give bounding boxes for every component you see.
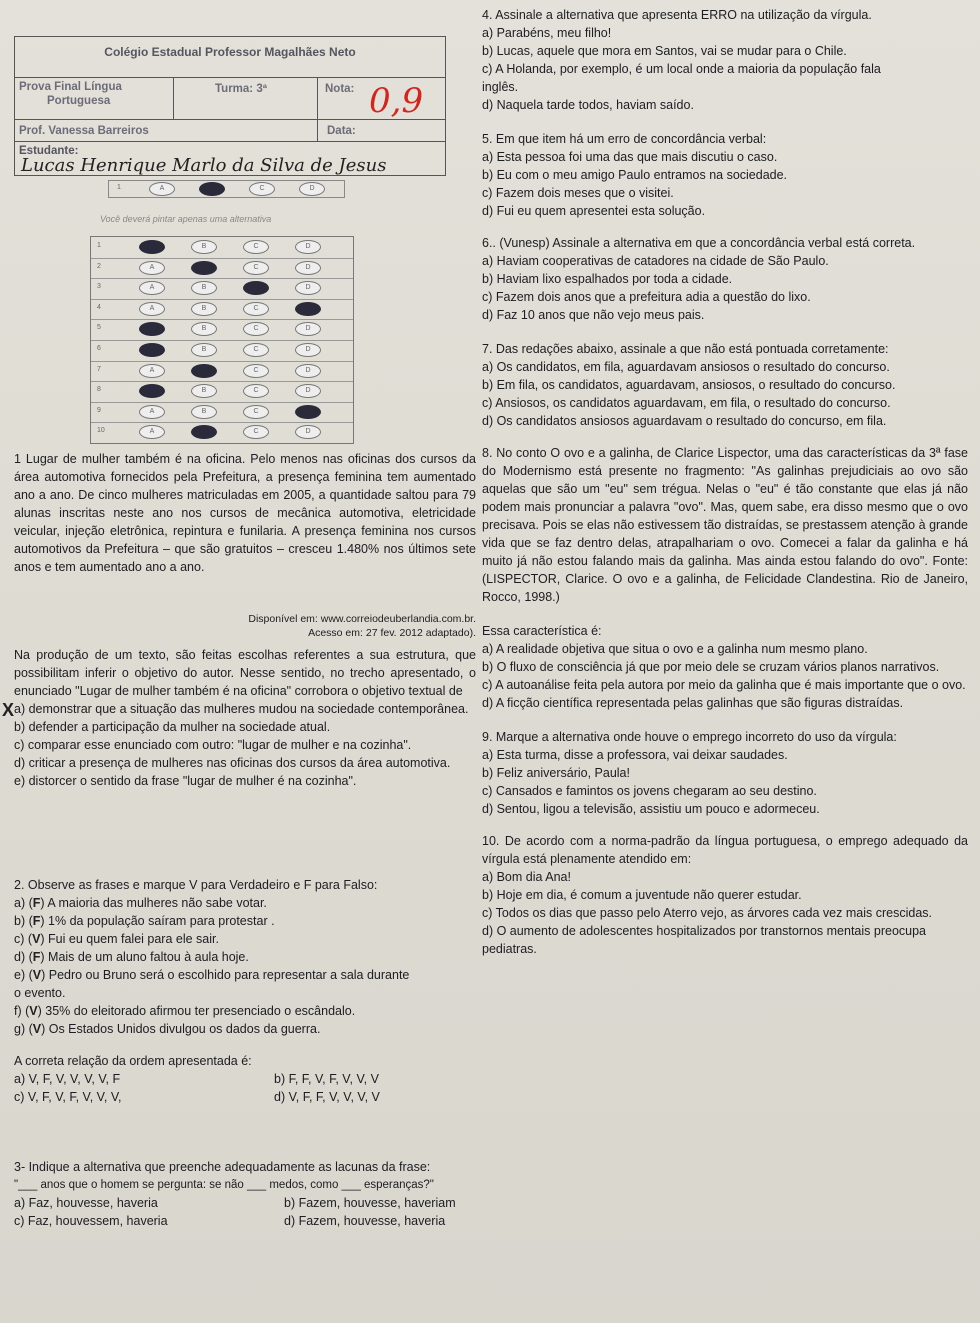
q2-item-prefix: f) (: [14, 1004, 30, 1018]
answer-bubble-q1-a[interactable]: [139, 240, 165, 254]
q2-option-b[interactable]: b) F, F, V, F, V, V, V: [274, 1072, 379, 1086]
q2-option-d[interactable]: d) V, F, F, V, V, V, V: [274, 1090, 380, 1104]
answer-bubble-q4-a[interactable]: A: [139, 302, 165, 316]
teacher-name: Prof. Vanessa Barreiros: [19, 125, 149, 137]
answer-bubble-q7-b[interactable]: [191, 364, 217, 378]
answer-example-row: [108, 180, 345, 198]
grid-row-divider: [91, 340, 353, 341]
answer-bubble-q8-b[interactable]: B: [191, 384, 217, 398]
grid-question-number: 10: [97, 427, 105, 435]
q2-item-prefix: e) (: [14, 968, 33, 982]
q2-item-answer[interactable]: F: [32, 914, 41, 928]
q3-title: 3- Indique a alternativa que preenche adequadamente as lacunas da frase:: [14, 1160, 431, 1174]
q2-item-text: ) Os Estados Unidos divulgou os dados da guerra.: [41, 1022, 321, 1036]
grid-question-number: 6: [97, 345, 101, 352]
answer-bubble-q3-b[interactable]: B: [191, 281, 217, 295]
q5-title: 5. Em que item há um erro de concordância verbal:: [482, 132, 767, 146]
q4-option-d[interactable]: d) Naquela tarde todos, haviam saído.: [482, 98, 694, 112]
q2-item: [14, 1020, 476, 1038]
q4-option-c[interactable]: c) A Holanda, por exemplo, é um local onde a maioria da população fala: [482, 62, 881, 76]
q8-option-a[interactable]: a) A realidade objetiva que situa o ovo e a galinha num mesmo plano.: [482, 642, 868, 656]
example-bubble-b-filled: [199, 182, 225, 196]
q2-item: [14, 912, 476, 930]
q2-block: [14, 876, 476, 1106]
answer-bubble-q4-b[interactable]: B: [191, 302, 217, 316]
q1-option-e[interactable]: e) distorcer o sentido da frase "lugar de mulher é na cozinha".: [14, 774, 357, 788]
q1-source-line1: Disponível em: www.correiodeuberlandia.com.br.: [248, 613, 476, 625]
q2-item-answer[interactable]: V: [32, 968, 42, 982]
answer-bubble-q7-d[interactable]: D: [295, 364, 321, 378]
answer-bubble-q2-c[interactable]: C: [243, 261, 269, 275]
grid-question-number: 8: [97, 386, 101, 394]
q3-option-c[interactable]: c) Faz, houvessem, haveria: [14, 1214, 168, 1228]
grid-row-divider: [91, 402, 353, 403]
q6-title: 6.. (Vunesp) Assinale a alternativa em que a concordância verbal está correta.: [482, 236, 916, 250]
q2-item-answer[interactable]: V: [32, 1022, 42, 1036]
answer-bubble-q1-b[interactable]: B: [191, 240, 217, 254]
q2-item-prefix: a) (: [14, 896, 33, 910]
q5-option-d[interactable]: d) Fui eu quem apresentei esta solução.: [482, 204, 706, 218]
answer-bubble-q6-c[interactable]: C: [243, 343, 269, 357]
answer-bubble-q10-d[interactable]: D: [295, 425, 321, 439]
q8-prompt: Essa característica é:: [482, 624, 602, 638]
q4-option-b[interactable]: b) Lucas, aquele que mora em Santos, vai se mudar para o Chile.: [482, 44, 847, 58]
student-label: Estudante:: [19, 145, 79, 157]
q9-option-c[interactable]: c) Cansados e famintos os jovens chegaram ao seu destino.: [482, 784, 817, 798]
q8-text: 8. No conto O ovo e a galinha, de Clarice Lispector, uma das características da 3ª fase do Modernismo está presente no fragmento: "As galinhas prejudiciais ao ovo são aquelas que são um "eu" sem trégua. Nelas o "eu" é tão constante que elas já não podem mais pronunciar a palavra "ovo". Mas, quem sabe, era disso mesmo que o ovo precisava. Pois se elas não estivessem tão distraídas, se prestassem atenção à grande vida que se faz dentro delas, atrapalhariam o ovo. Comecei a falar da galinha e há muito já não estou falando mais da galinha. Mas ainda estou falando do ovo". Fonte: (LISPECTOR, Clarice. O ovo e a galinha, de Felicidade Clandestina. Rio de Janeiro, Rocco, 1998.): [482, 446, 968, 604]
grid-row-divider: [91, 299, 353, 300]
school-name: Colégio Estadual Professor Magalhães Neto: [104, 45, 356, 59]
grid-row-divider: [91, 258, 353, 259]
grade-label: Nota:: [325, 83, 355, 95]
q2-options: [14, 1070, 476, 1106]
q1-options: [14, 700, 476, 790]
q1-text: 1 Lugar de mulher também é na oficina. Pelo menos nas oficinas dos cursos da área automotiva fornecidos pela Prefeitura, a presença feminina tem aumentado ano a ano. De cinco mulheres matriculadas em 2005, a quantidade saltou para 79 alunas inscritas neste ano nos cursos de mecânica automotiva, eletricidade veicular, injeção eletrônica, repintura e funilaria. A presença feminina nos cursos automotivos da Prefeitura – que são gratuitos – cresceu 1.480% nos últimos sete anos e tem aumentado ano a ano.: [14, 452, 476, 574]
grid-row-divider: [91, 319, 353, 320]
q2-item: [14, 894, 476, 912]
grid-question-number: 4: [97, 303, 101, 311]
q2-option-c[interactable]: c) V, F, V, F, V, V, V,: [14, 1090, 122, 1104]
q6-option-b[interactable]: b) Haviam lixo espalhados por toda a cidade.: [482, 272, 733, 286]
q9-option-b[interactable]: b) Feliz aniversário, Paula!: [482, 766, 630, 780]
grid-question-number: 9: [97, 406, 101, 414]
answer-bubble-q9-a[interactable]: A: [139, 405, 165, 419]
answer-bubble-q3-d[interactable]: D: [295, 281, 321, 295]
answer-bubble-q2-b[interactable]: [191, 261, 217, 275]
q7-option-a[interactable]: a) Os candidatos, em fila, aguardavam ansiosos o resultado do concurso.: [482, 360, 890, 374]
grid-row-divider: [91, 422, 353, 423]
answer-bubble-q1-c[interactable]: C: [243, 240, 269, 254]
answer-bubble-q6-b[interactable]: B: [191, 343, 217, 357]
q7-option-c[interactable]: c) Ansiosos, os candidatos aguardavam, em fila, o resultado do concurso.: [482, 396, 891, 410]
example-num: 1: [117, 184, 121, 191]
q6-option-a[interactable]: a) Haviam cooperativas de catadores na cidade de São Paulo.: [482, 254, 829, 268]
answer-bubble-q5-d[interactable]: D: [295, 322, 321, 336]
date-label: Data:: [327, 125, 356, 137]
q7-option-b[interactable]: b) Em fila, os candidatos, aguardavam, ansiosos, o resultado do concurso.: [482, 378, 896, 392]
answer-bubble-q6-a[interactable]: [139, 343, 165, 357]
q1-option-c[interactable]: c) comparar esse enunciado com outro: "lugar de mulher e na cozinha".: [14, 738, 412, 752]
q3-options: [14, 1194, 476, 1230]
example-bubble-a: A: [149, 182, 175, 196]
right-column: [482, 6, 968, 958]
q2-item-answer[interactable]: F: [32, 950, 41, 964]
q2-item-text: ) Pedro ou Bruno será o escolhido para representar a sala durante: [41, 968, 410, 982]
example-bubble-c: C: [249, 182, 275, 196]
q8-option-b[interactable]: b) O fluxo de consciência já que por meio dele se cruzam vários planos narrativos.: [482, 660, 940, 674]
header-box: [14, 36, 446, 176]
q1-prompt: Na produção de um texto, são feitas escolhas referentes a sua estrutura, que possibilitam inferir o objetivo do autor. Nesse sentido, no trecho apresentado, o enunciado "Lugar de mulher também é na oficina" corrobora o objetivo textual de: [14, 648, 476, 698]
q2-item-prefix: b) (: [14, 914, 33, 928]
q10-option-c[interactable]: c) Todos os dias que passo pelo Aterro vejo, as árvores cada vez mais crescidas.: [482, 906, 932, 920]
q2-option-a[interactable]: a) V, F, V, V, V, V, F: [14, 1072, 121, 1086]
q3-option-b[interactable]: b) Fazem, houvesse, haveriam: [284, 1196, 456, 1210]
q4-title: 4. Assinale a alternativa que apresenta ERRO na utilização da vírgula.: [482, 8, 872, 22]
q2-item: [14, 1002, 476, 1020]
q5-option-a[interactable]: a) Esta pessoa foi uma das que mais discutiu o caso.: [482, 150, 778, 164]
q9-title: 9. Marque a alternativa onde houve o emprego incorreto do uso da vírgula:: [482, 730, 897, 744]
q10-option-a[interactable]: a) Bom dia Ana!: [482, 870, 571, 884]
q2-item-text: ) 1% da população saíram para protestar .: [40, 914, 275, 928]
q2-item: [14, 984, 476, 1002]
exam-title-line1: Prova Final Língua: [19, 81, 122, 93]
q10-option-b[interactable]: b) Hoje em dia, é comum a juventude não querer estudar.: [482, 888, 802, 902]
q2-item-answer[interactable]: V: [29, 1004, 38, 1018]
q3-option-a[interactable]: a) Faz, houvesse, haveria: [14, 1196, 158, 1210]
grid-question-number: 5: [97, 324, 101, 332]
q2-order-title: A correta relação da ordem apresentada é:: [14, 1054, 252, 1068]
grade-value: 0,9: [369, 81, 424, 121]
answer-bubble-q9-c[interactable]: C: [243, 405, 269, 419]
answer-bubble-q9-b[interactable]: B: [191, 405, 217, 419]
q1-option-b[interactable]: b) defender a participação da mulher na sociedade atual.: [14, 720, 331, 734]
q3-option-d[interactable]: d) Fazem, houvesse, haveria: [284, 1214, 446, 1228]
q4-option-c-cont: inglês.: [482, 80, 519, 94]
grid-question-number: 7: [97, 365, 101, 373]
q9-option-a[interactable]: a) Esta turma, disse a professora, vai deixar saudades.: [482, 748, 788, 762]
q2-item-text: ) 35% do eleitorado afirmou ter presenciado o escândalo.: [37, 1004, 356, 1018]
answer-bubble-q3-a[interactable]: A: [139, 281, 165, 295]
q2-items: [14, 894, 476, 1038]
q8-option-c[interactable]: c) A autoanálise feita pela autora por meio da galinha que é mais importante que o ovo.: [482, 678, 966, 692]
q2-title: 2. Observe as frases e marque V para Verdadeiro e F para Falso:: [14, 878, 378, 892]
q2-item-answer[interactable]: F: [32, 896, 41, 910]
answer-bubble-q3-c[interactable]: [243, 281, 269, 295]
grid-question-number: 2: [97, 262, 101, 270]
q7-option-d[interactable]: d) Os candidatos ansiosos aguardavam o resultado do concurso, em fila.: [482, 414, 887, 428]
q1-option-d[interactable]: d) criticar a presença de mulheres nas oficinas dos cursos da área automotiva.: [14, 756, 451, 770]
q5-option-b[interactable]: b) Eu com o meu amigo Paulo entramos na sociedade.: [482, 168, 788, 182]
grid-question-number: 3: [97, 283, 101, 291]
answer-bubble-q2-a[interactable]: A: [139, 261, 165, 275]
answer-bubble-q2-d[interactable]: D: [295, 261, 321, 275]
q2-item: [14, 948, 476, 966]
answer-bubble-q7-c[interactable]: C: [243, 364, 269, 378]
class-label: Turma: 3ª: [215, 83, 267, 95]
answer-bubble-q10-c[interactable]: C: [243, 425, 269, 439]
student-name: Lucas Henrique Marlo da Silva de Jesus: [21, 155, 387, 176]
q2-item-text: ) A maioria das mulheres não sabe votar.: [40, 896, 267, 910]
q10-title: 10. De acordo com a norma-padrão da língua portuguesa, o emprego adequado da vírgula está plenamente atendido em:: [482, 834, 968, 866]
answer-bubble-q8-d[interactable]: D: [295, 384, 321, 398]
answer-grid-note: Você deverá pintar apenas uma alternativa: [100, 214, 272, 224]
q6-option-c[interactable]: c) Fazem dois anos que a prefeitura adia a questão do lixo.: [482, 290, 811, 304]
answer-bubble-q7-a[interactable]: A: [139, 364, 165, 378]
answer-bubble-q1-d[interactable]: D: [295, 240, 321, 254]
answer-bubble-q5-b[interactable]: B: [191, 322, 217, 336]
q2-item-text: o evento.: [14, 986, 66, 1000]
answer-bubble-q5-c[interactable]: C: [243, 322, 269, 336]
q3-sentence: "___ anos que o homem se pergunta: se não ___ medos, como ___ esperanças?": [14, 1179, 434, 1191]
answer-grid: [90, 236, 354, 444]
q3-block: [14, 1158, 476, 1230]
q6-option-d[interactable]: d) Faz 10 anos que não vejo meus pais.: [482, 308, 705, 322]
grid-row-divider: [91, 381, 353, 382]
q2-item-prefix: c) (: [14, 932, 33, 946]
grid-row-divider: [91, 278, 353, 279]
answer-bubble-q9-d[interactable]: [295, 405, 321, 419]
q2-item-answer[interactable]: V: [32, 932, 41, 946]
answer-bubble-q4-d[interactable]: [295, 302, 321, 316]
answer-bubble-q10-b[interactable]: [191, 425, 217, 439]
grid-row-divider: [91, 361, 353, 362]
example-bubble-d: D: [299, 182, 325, 196]
answer-bubble-q10-a[interactable]: A: [139, 425, 165, 439]
answer-bubble-q5-a[interactable]: [139, 322, 165, 336]
q2-item-text: ) Mais de um aluno faltou à aula hoje.: [40, 950, 249, 964]
q2-item: [14, 930, 476, 948]
answer-bubble-q8-c[interactable]: C: [243, 384, 269, 398]
q5-option-c[interactable]: c) Fazem dois meses que o visitei.: [482, 186, 674, 200]
answer-bubble-q4-c[interactable]: C: [243, 302, 269, 316]
q2-item-text: ) Fui eu quem falei para ele sair.: [40, 932, 219, 946]
q1-option-a[interactable]: a) demonstrar que a situação das mulheres mudou na sociedade contemporânea.: [14, 702, 469, 716]
q10-option-d[interactable]: d) O aumento de adolescentes hospitalizados por transtornos mentais preocupa pediatras.: [482, 924, 927, 956]
q1-source-line2: Acesso em: 27 fev. 2012 adaptado).: [308, 627, 476, 639]
q2-item: [14, 966, 476, 984]
q9-option-d[interactable]: d) Sentou, ligou a televisão, assistiu um pouco e adormeceu.: [482, 802, 820, 816]
q7-title: 7. Das redações abaixo, assinale a que não está pontuada corretamente:: [482, 342, 889, 356]
grid-question-number: 1: [97, 242, 101, 249]
answer-bubble-q8-a[interactable]: [139, 384, 165, 398]
answer-bubble-q6-d[interactable]: D: [295, 343, 321, 357]
q2-item-prefix: g) (: [14, 1022, 33, 1036]
q4-option-a[interactable]: a) Parabéns, meu filho!: [482, 26, 612, 40]
exam-title-line2: Portuguesa: [47, 95, 111, 107]
q2-item-prefix: d) (: [14, 950, 33, 964]
q1-answer-mark: X: [2, 700, 15, 720]
q8-option-d[interactable]: d) A ficção científica representada pelas galinhas que são figuras distraídas.: [482, 696, 904, 710]
q1-source: [226, 612, 476, 640]
